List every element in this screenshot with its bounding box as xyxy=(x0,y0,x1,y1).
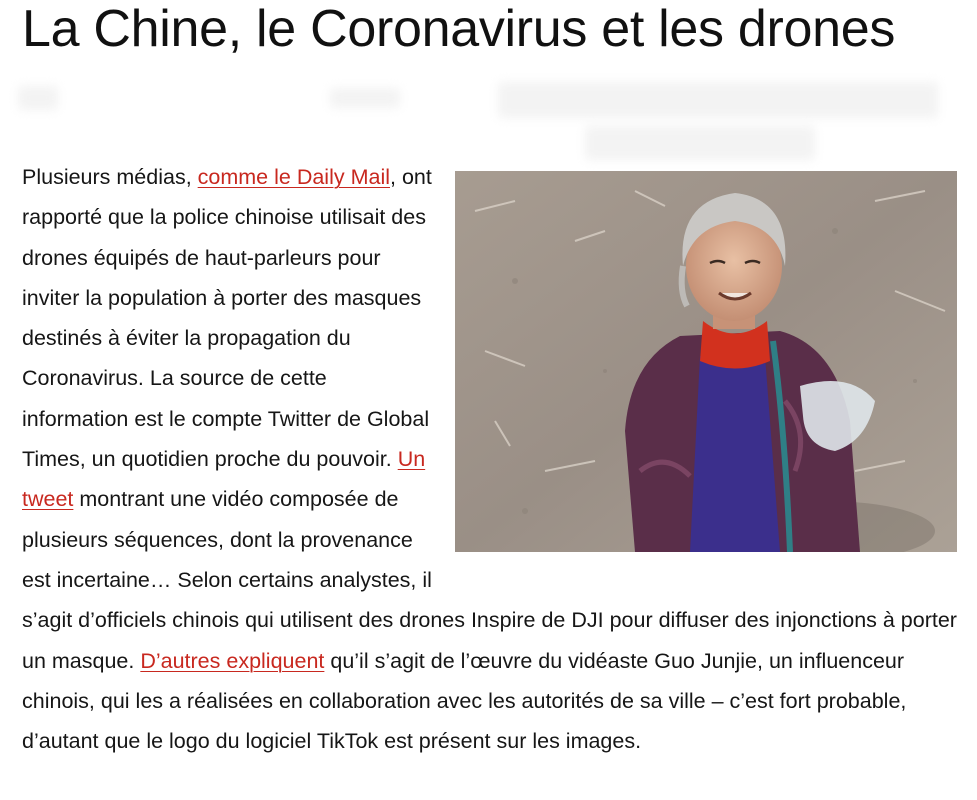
article-text-part-3: montrant une vidéo composée de plusieurs séquences, dont la provenance est incertaine… Selon certains analystes, il s’agit d’officiels chinois qui utilisent des drones Inspire de DJI pour diffuser des injonctions à porter un masque. xyxy=(22,487,957,673)
article-body xyxy=(22,157,957,761)
tweet-link[interactable]: Un tweet xyxy=(22,447,426,512)
daily-mail-link[interactable]: comme le Daily Mail xyxy=(197,165,391,189)
article-text-intro: Plusieurs médias, xyxy=(22,165,198,189)
article-text-part-4: qu’il s’agit de l’œuvre du vidéaste Guo Junjie, un influenceur chinois, qui les a réalisées en collaboration avec les autorités de sa ville – c’est fort probable, d’autant que le logo du logiciel TikTok est présent sur les images. xyxy=(22,648,907,754)
article-title: La Chine, le Coronavirus et les drones xyxy=(22,0,896,58)
drone-video-still-image xyxy=(455,171,957,552)
others-explain-link[interactable]: D’autres expliquent xyxy=(140,648,325,673)
article-text-part-2: , ont rapporté que la police chinoise utilisait des drones équipés de haut-parleurs pour inviter la population à porter des masques destinés à éviter la propagation du Coronavirus. La source de cette information est le compte Twitter de Global Times, un quotidien proche du pouvoir. xyxy=(22,165,432,472)
